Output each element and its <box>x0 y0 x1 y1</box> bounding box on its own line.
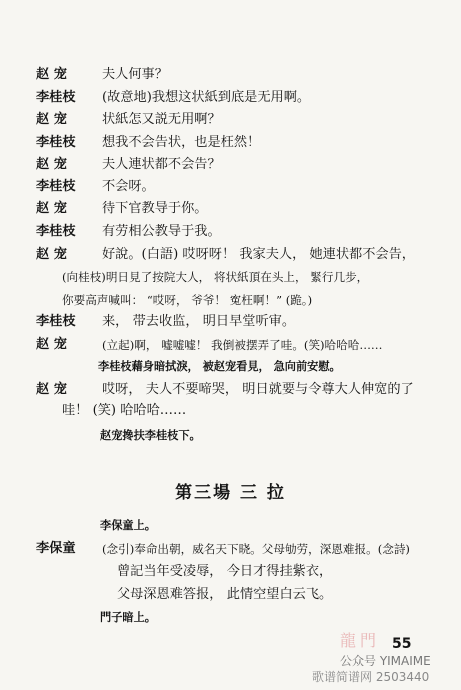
dialogue-text: (向桂枝)明日見了按院大人， 将状紙頂在头上， 緊行几步， <box>62 270 369 284</box>
speaker-name: 赵 宠 <box>36 382 67 397</box>
dialogue-text: 来， 带去收监， 明日早堂听审。 <box>102 314 296 329</box>
speaker-name: 李保童 <box>36 541 76 556</box>
dialogue-text: 夫人連状都不会告？ <box>102 157 221 172</box>
speaker-name: 李桂枝 <box>36 90 76 105</box>
speaker-name: 赵 宠 <box>36 112 67 127</box>
watermark-text: 歌谱简谱网 2503440 <box>312 670 430 684</box>
speaker-name: 李桂枝 <box>36 224 76 239</box>
stage-direction-text: 李桂枝藉身暗拭淚， 被赵宠看見， 急向前安慰。 <box>98 359 341 373</box>
page-number: 55 <box>392 636 412 652</box>
dialogue-text: 有劳相公教导于我。 <box>102 224 221 239</box>
dialogue-text: 好說。(白語) 哎呀呀！ 我家夫人， 她連状都不会告， <box>102 247 415 262</box>
speaker-name: 赵 宠 <box>36 201 67 216</box>
stage-direction-text: 李保童上。 <box>100 518 156 532</box>
dialogue-text: 哎呀， 夫人不要啼哭， 明日就要与令尊大人伸宽的了 <box>102 382 414 397</box>
verse-text: 父母深恩难答报， 此情空望白云飞。 <box>117 587 333 602</box>
speaker-name: 赵 宠 <box>36 337 67 352</box>
speaker-name: 赵 宠 <box>36 67 67 82</box>
dialogue-text: (念引)奉命出朝，威名天下晓。父母劬劳，深恩难报。(念詩) <box>102 542 410 556</box>
stage-direction-text: 赵宠搀扶李桂枝下。 <box>100 428 201 442</box>
scene-title: 第三場 三 拉 <box>175 483 286 503</box>
dialogue-text: 不会呀。 <box>102 179 155 194</box>
dialogue-text: 夫人何事？ <box>102 67 168 82</box>
dialogue-text: (故意地)我想这状紙到底是无用啊。 <box>102 90 311 105</box>
watermark-logo: 龍門 <box>340 631 381 650</box>
speaker-name: 赵 宠 <box>36 247 67 262</box>
dialogue-text: 想我不会告状，也是枉然！ <box>102 135 261 150</box>
dialogue-text: (立起)啊， 嘘嘘嘘！ 我倒被摆弄了哇。(笑)哈哈哈…… <box>102 338 383 352</box>
verse-text: 曾記当年受凌辱， 今日才得挂紫衣， <box>117 564 333 579</box>
dialogue-text: 状紙怎又説无用啊？ <box>102 112 221 127</box>
dialogue-text: 你要高声喊叫： “哎呀， 爷爷！ 寃枉啊！” (跪。) <box>62 293 313 307</box>
speaker-name: 李桂枝 <box>36 179 76 194</box>
stage-direction-text: 門子暗上。 <box>100 610 156 624</box>
speaker-name: 赵 宠 <box>36 157 67 172</box>
dialogue-text: 待下官教导于你。 <box>102 201 208 216</box>
watermark-text: 公众号 YIMAIME <box>340 654 431 668</box>
speaker-name: 李桂枝 <box>36 135 76 150</box>
speaker-name: 李桂枝 <box>36 314 76 329</box>
dialogue-text: 哇！ (笑) 哈哈哈…… <box>62 403 187 418</box>
